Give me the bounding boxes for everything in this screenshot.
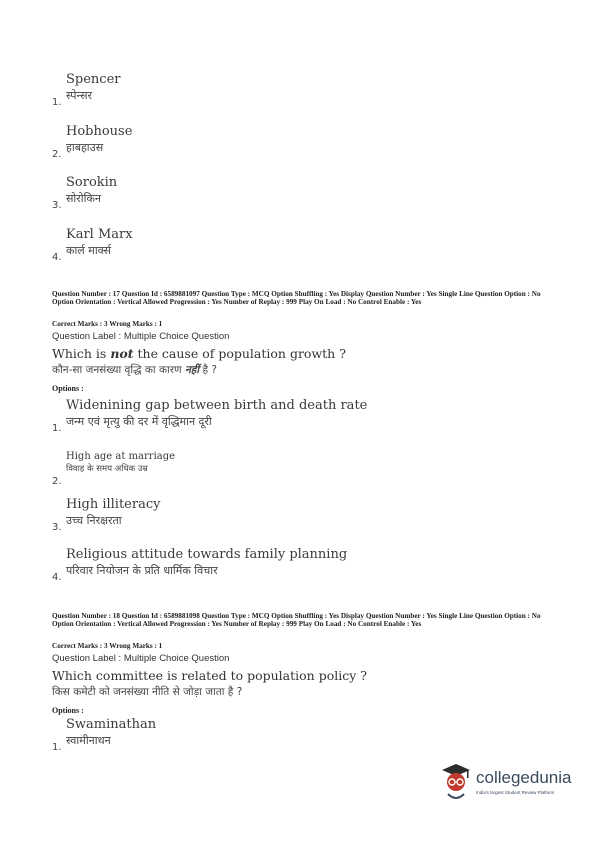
option-text: High age at marriage bbox=[66, 451, 176, 462]
question-marks: Correct Marks : 3 Wrong Marks : 1 bbox=[52, 642, 163, 650]
question-meta: Question Number : 17 Question Id : 6589881097 Question Type : MCQ Option Shuffling : Yes Display Question Number : Yes Single Line Question Option : No Option Orientation : Vertical Allowed Progression : Yes Number of Replay : 999 Play On Load : No Control Enable : Yes bbox=[52, 290, 541, 307]
option-number: 4. bbox=[52, 572, 62, 583]
question-meta: Question Number : 18 Question Id : 6589881098 Question Type : MCQ Option Shuffling : Yes Display Question Number : Yes Single Line Question Option : No Option Orientation : Vertical Allowed Progression : Yes Number of Replay : 999 Play On Load : No Control Enable : Yes bbox=[52, 612, 541, 629]
question-text-hindi: किस कमेटी को जनसंख्या नीति से जोड़ा जाता है ? bbox=[52, 686, 243, 698]
options-label: Options : bbox=[52, 384, 84, 393]
option-text: Spencer bbox=[66, 72, 121, 87]
option-number: 1. bbox=[52, 97, 62, 108]
question-marks: Correct Marks : 3 Wrong Marks : 1 bbox=[52, 320, 163, 328]
option-text-hindi: जन्म एवं मृत्यु की दर में वृद्धिमान दूरी bbox=[66, 415, 212, 428]
option-text: High illiteracy bbox=[66, 497, 161, 512]
option-text-hindi: हाबहाउस bbox=[66, 141, 104, 154]
option-text-hindi: सोरोकिन bbox=[66, 192, 102, 205]
question-hindi-emphasis: नहीं bbox=[184, 364, 200, 376]
option-number: 3. bbox=[52, 522, 62, 533]
option-text-hindi: विवाह के समय अधिक उम्र bbox=[66, 464, 148, 474]
option-text: Sorokin bbox=[66, 175, 118, 190]
option-text-hindi: कार्ल मार्क्स bbox=[66, 244, 112, 257]
question-hindi-part: कौन-सा जनसंख्या वृद्धि का कारण bbox=[52, 364, 185, 376]
question-hindi-part: है ? bbox=[199, 364, 217, 376]
question-label: Question Label : Multiple Choice Question bbox=[52, 653, 230, 664]
option-number: 4. bbox=[52, 252, 62, 263]
option-text: Karl Marx bbox=[66, 227, 133, 242]
option-text-hindi: स्वामीनाथन bbox=[66, 734, 111, 747]
option-text: Widenining gap between birth and death rate bbox=[66, 398, 368, 413]
option-text: Religious attitude towards family planning bbox=[66, 547, 348, 562]
option-text-hindi: उच्च निरक्षरता bbox=[66, 514, 122, 527]
option-text-hindi: स्पेन्सर bbox=[66, 89, 93, 102]
option-number: 3. bbox=[52, 200, 62, 211]
option-number: 1. bbox=[52, 742, 62, 753]
option-number: 1. bbox=[52, 423, 62, 434]
option-number: 2. bbox=[52, 149, 62, 160]
logo-tagline: India's largest Student Review Platform bbox=[476, 790, 555, 795]
question-text: Which committee is related to population policy ? bbox=[52, 668, 367, 683]
logo-mascot-icon bbox=[438, 762, 474, 802]
options-label: Options : bbox=[52, 706, 84, 715]
option-text-hindi: परिवार नियोजन के प्रति धार्मिक विचार bbox=[66, 564, 218, 577]
question-text bbox=[52, 346, 346, 361]
option-text: Hobhouse bbox=[66, 124, 133, 139]
question-emphasis: not bbox=[110, 346, 134, 361]
logo-wordmark: collegedunia bbox=[476, 768, 572, 787]
question-text-part: the cause of population growth ? bbox=[133, 346, 346, 361]
question-label: Question Label : Multiple Choice Question bbox=[52, 331, 230, 342]
question-text-part: Which is bbox=[52, 346, 111, 361]
question-text-hindi bbox=[52, 363, 217, 377]
collegedunia-logo bbox=[438, 762, 578, 804]
option-text: Swaminathan bbox=[66, 717, 157, 732]
option-number: 2. bbox=[52, 476, 62, 487]
